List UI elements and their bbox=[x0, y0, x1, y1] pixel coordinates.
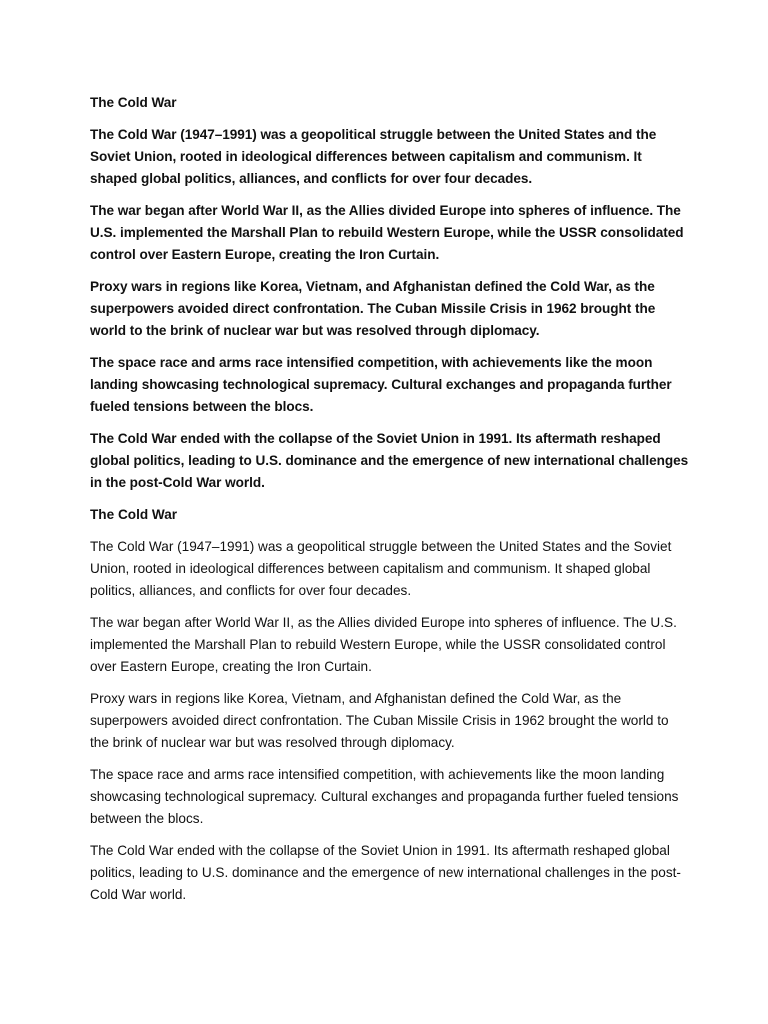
regular-paragraph: The war began after World War II, as the Allies divided Europe into spheres of influence. The U.S. implemented the Marshall Plan to rebuild Western Europe, while the USSR consolidated control over Eastern Europe, creating the Iron Curtain. bbox=[90, 615, 677, 674]
bold-paragraph: The Cold War (1947–1991) was a geopolitical struggle between the United States and the Soviet Union, rooted in ideological differences between capitalism and communism. It shaped global politics, alliances, and conflicts for over four decades. bbox=[90, 127, 657, 186]
regular-section bbox=[90, 504, 690, 906]
bold-section bbox=[90, 92, 690, 494]
bold-section-title: The Cold War bbox=[90, 95, 177, 110]
regular-paragraph: The Cold War ended with the collapse of the Soviet Union in 1991. Its aftermath reshaped global politics, leading to U.S. dominance and the emergence of new international challenges in the post-Cold War world. bbox=[90, 843, 681, 902]
bold-paragraph: The Cold War ended with the collapse of the Soviet Union in 1991. Its aftermath reshaped global politics, leading to U.S. dominance and the emergence of new international challenges in the post-Cold War world. bbox=[90, 431, 689, 490]
regular-section-title: The Cold War bbox=[90, 507, 178, 522]
regular-paragraph: The Cold War (1947–1991) was a geopolitical struggle between the United States and the Soviet Union, rooted in ideological differences between capitalism and communism. It shaped global politics, alliances, and conflicts for over four decades. bbox=[90, 539, 672, 598]
regular-paragraph: Proxy wars in regions like Korea, Vietnam, and Afghanistan defined the Cold War, as the superpowers avoided direct confrontation. The Cuban Missile Crisis in 1962 brought the world to the brink of nuclear war but was resolved through diplomacy. bbox=[90, 691, 669, 750]
bold-paragraph: The war began after World War II, as the Allies divided Europe into spheres of influence. The U.S. implemented the Marshall Plan to rebuild Western Europe, while the USSR consolidated control over Eastern Europe, creating the Iron Curtain. bbox=[90, 203, 684, 262]
bold-paragraph: Proxy wars in regions like Korea, Vietnam, and Afghanistan defined the Cold War, as the superpowers avoided direct confrontation. The Cuban Missile Crisis in 1962 brought the world to the brink of nuclear war but was resolved through diplomacy. bbox=[90, 279, 656, 338]
bold-paragraph: The space race and arms race intensified competition, with achievements like the moon landing showcasing technological supremacy. Cultural exchanges and propaganda further fueled tensions between the blocs. bbox=[90, 355, 672, 414]
regular-paragraph: The space race and arms race intensified competition, with achievements like the moon landing showcasing technological supremacy. Cultural exchanges and propaganda further fueled tensions between the blocs. bbox=[90, 767, 679, 826]
document-page bbox=[90, 92, 690, 916]
